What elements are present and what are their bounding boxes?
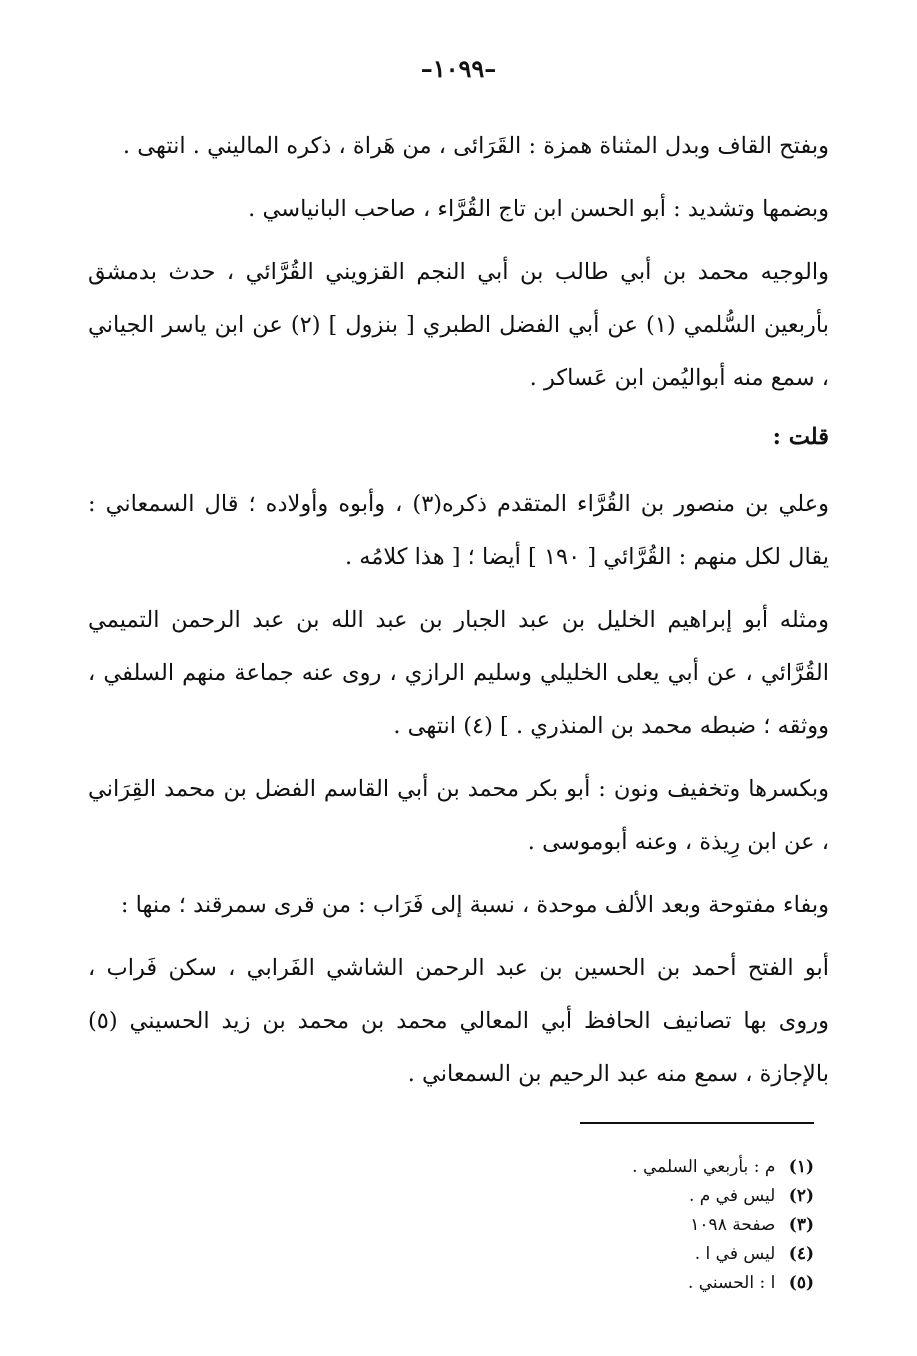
footnote — [554, 1211, 814, 1240]
footnote-marker: (٢) — [788, 1186, 814, 1206]
main-text — [88, 120, 829, 1101]
footnote-text: ا : الحسني . — [687, 1273, 776, 1293]
paragraph: والوجيه محمد بن أبي طالب بن أبي النجم القزويني القُرَّائي ، حدث بدمشق بأربعين السُّلمي (١) عن أبي الفضل الطبري [ بنزول ] (٢) عن ابن ياسر الجياني ، سمع منه أبواليُمن ابن عَساكر . — [88, 259, 830, 391]
footnote-marker: (٤) — [788, 1244, 814, 1264]
paragraph: وبفتح القاف وبدل المثناة همزة : القَرَائى ، من هَراة ، ذكره الماليني . انتهى . — [122, 133, 829, 159]
paragraph: أبو الفتح أحمد بن الحسين بن عبد الرحمن الشاشي الفَرابي ، سكن فَراب ، وروى بها تصانيف الحافظ أبي المعالي محمد بن محمد بن زيد الحسيني (٥) بالإجازة ، سمع منه عبد الرحيم بن السمعاني . — [88, 955, 829, 1087]
footnote — [554, 1182, 814, 1211]
page-number: –١٠٩٩– — [420, 54, 497, 83]
paragraph: وبضمها وتشديد : أبو الحسن ابن تاج القُرَّاء ، صاحب البانياسي . — [248, 196, 829, 222]
footnote-divider — [580, 1122, 814, 1124]
footnote — [554, 1153, 814, 1182]
footnote-marker: (٣) — [788, 1215, 814, 1235]
section-heading: قلت : — [772, 424, 829, 450]
paragraph: وبفاء مفتوحة وبعد الألف موحدة ، نسبة إلى فَرَاب : من قرى سمرقند ؛ منها : — [120, 892, 829, 918]
footnote — [554, 1240, 814, 1269]
footnote-text: ليس في ا . — [694, 1244, 776, 1264]
paragraph: وبكسرها وتخفيف ونون : أبو بكر محمد بن أبي القاسم الفضل بن محمد القِرَاني ، عن ابن رِيذة ، وعنه أبوموسى . — [88, 776, 829, 855]
paragraph: ومثله أبو إبراهيم الخليل بن عبد الجبار بن عبد الله بن عبد الرحمن التميمي القُرَّائي ، عن أبي يعلى الخليلي وسليم الرازي ، روى عنه جماعة منهم السلفي ، ووثقه ؛ ضبطه محمد بن المنذري . ] (٤) انتهى . — [88, 607, 829, 739]
footnote-text: م : بأربعي السلمي . — [632, 1157, 776, 1177]
footnote — [554, 1269, 814, 1298]
footnotes — [554, 1153, 814, 1298]
footnote-marker: (٥) — [788, 1273, 814, 1293]
footnote-text: ليس في م . — [688, 1186, 776, 1206]
footnote-marker: (١) — [788, 1157, 814, 1177]
paragraph: وعلي بن منصور بن القُرَّاء المتقدم ذكره(٣) ، وأبوه وأولاده ؛ قال السمعاني : يقال لكل منهم : القُرَّائي [ ١٩٠ ] أيضا ؛ [ هذا كلامُه . — [88, 491, 829, 570]
footnote-text: صفحة ١٠٩٨ — [690, 1215, 776, 1235]
